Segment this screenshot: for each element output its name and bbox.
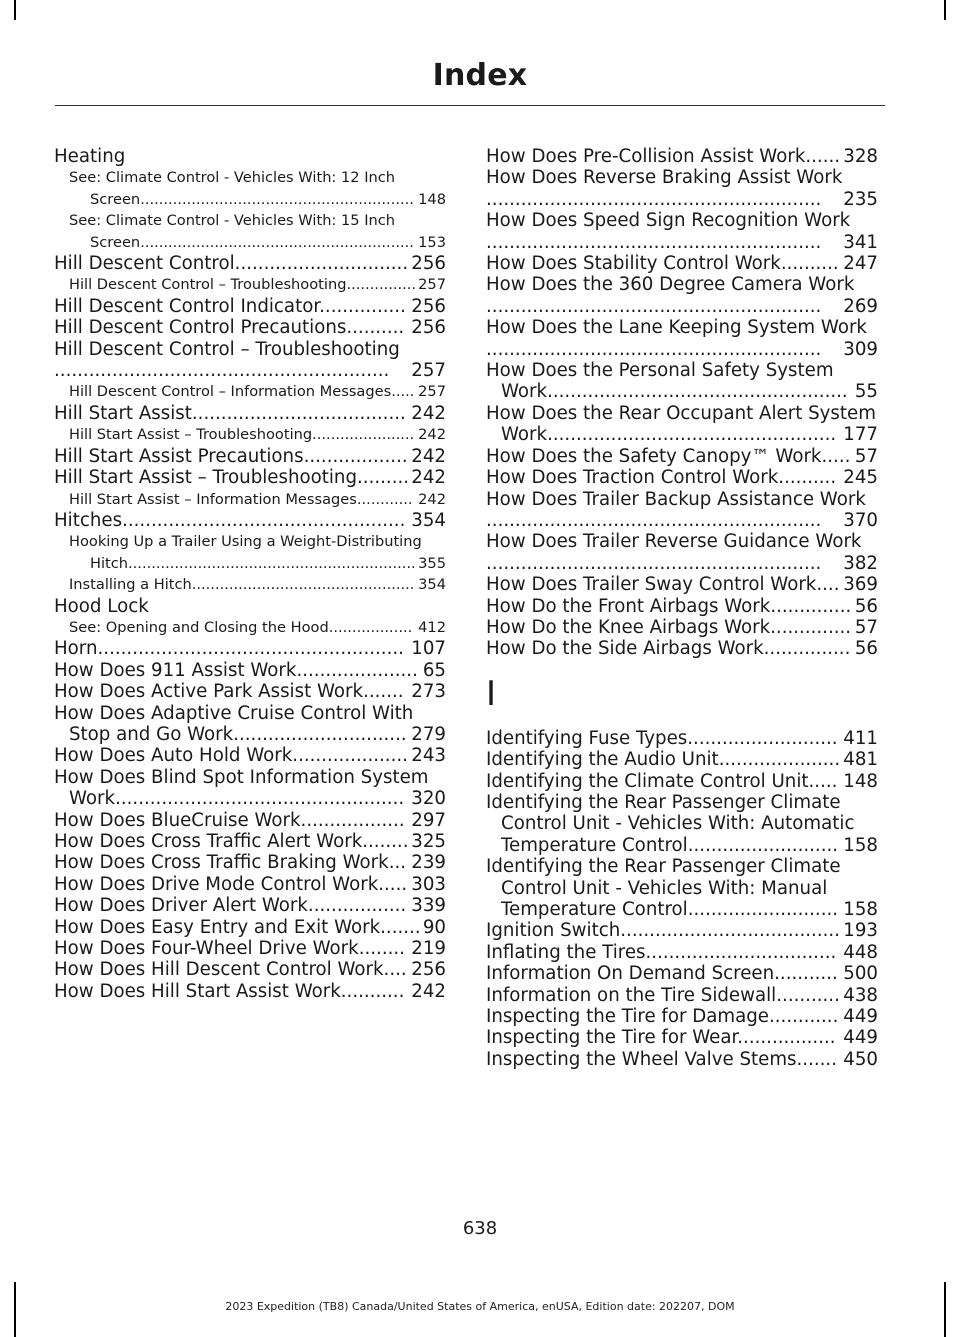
index-subentry[interactable] (54, 489, 446, 510)
dot-leader: .......... (780, 253, 839, 275)
page-ref[interactable]: 320 (411, 788, 446, 810)
entry-text: How Does Trailer Reverse Guidance Work (486, 531, 862, 553)
dot-leader: ............ (768, 1006, 839, 1028)
entry-text: Hill Descent Control (54, 253, 235, 275)
page-ref[interactable]: 90 (422, 916, 446, 938)
dot-leader: ..................................... (191, 402, 406, 424)
entry-text: How Does the Rear Occupant Alert System Work (486, 402, 876, 446)
entry-text: Ignition Switch (486, 920, 621, 942)
index-entry[interactable] (486, 317, 878, 360)
index-entry[interactable] (54, 339, 446, 382)
page-ref[interactable]: 500 (843, 963, 878, 985)
dot-leader: .......................................................... (486, 552, 822, 574)
entry-text: Hill Descent Control – Troubleshooting (69, 276, 347, 294)
page-ref[interactable]: 153 (418, 233, 446, 251)
entry-text: How Does the Safety Canopy™ Work (486, 445, 822, 467)
dot-leader: ............ (356, 490, 413, 508)
entry-text: Information On Demand Screen (486, 963, 775, 985)
page-ref[interactable]: 341 (843, 231, 878, 253)
index-entry[interactable] (54, 852, 446, 873)
dot-leader: .......................................................... (486, 509, 822, 531)
index-entry[interactable] (486, 574, 878, 595)
page-ref[interactable]: 247 (843, 253, 878, 275)
entry-text: How Does Stability Control Work (486, 253, 781, 275)
page-ref[interactable]: 256 (411, 317, 446, 339)
index-entry[interactable] (486, 728, 878, 749)
dot-leader: .......... (346, 317, 405, 339)
entry-text: Hill Descent Control Precautions (54, 317, 347, 339)
dot-leader: ....... (380, 916, 421, 938)
dot-leader: ....... (796, 1048, 837, 1070)
page-ref[interactable]: 339 (411, 895, 446, 917)
index-entry[interactable] (54, 681, 446, 702)
page-ref[interactable]: 411 (843, 727, 878, 749)
page-ref[interactable]: 256 (411, 295, 446, 317)
dot-leader: ........ (358, 938, 405, 960)
entry-text: How Does Cross Traffic Braking Work (54, 852, 389, 874)
page-ref[interactable]: 257 (418, 383, 446, 401)
page-ref[interactable]: 355 (418, 554, 446, 572)
dot-leader: ...... (805, 146, 841, 167)
dot-leader: ...................................... (620, 920, 840, 942)
document-footer: 2023 Expedition (TB8) Canada/United States of America, enUSA, Edition date: 202207, DOM (225, 1300, 735, 1313)
index-column-right (486, 146, 878, 1070)
index-entry[interactable] (54, 253, 446, 274)
page-ref[interactable]: 412 (418, 618, 446, 636)
page-ref[interactable]: 57 (854, 445, 878, 467)
index-entry[interactable] (54, 638, 446, 659)
entry-text: How Does BlueCruise Work (54, 809, 301, 831)
page-ref[interactable]: 370 (843, 509, 878, 531)
page-ref[interactable]: 354 (411, 509, 446, 531)
entry-text: How Does Speed Sign Recognition Work (486, 210, 851, 232)
dot-leader: ..................... (718, 749, 841, 771)
index-entry[interactable] (486, 617, 878, 638)
page-ref[interactable]: 354 (418, 576, 446, 594)
page-ref[interactable]: 279 (411, 723, 446, 745)
entry-text: How Do the Side Airbags Work (486, 638, 764, 660)
entry-text: Hill Start Assist – Troubleshooting (69, 426, 313, 444)
page-ref[interactable]: 448 (843, 941, 878, 963)
dot-leader: .......................................................... (486, 231, 822, 253)
dot-leader: .................. (303, 445, 408, 467)
index-subentry[interactable] (54, 381, 446, 402)
index-subentry[interactable] (54, 574, 446, 595)
entry-text: Inflating the Tires (486, 941, 646, 963)
index-entry[interactable] (486, 749, 878, 770)
page-ref[interactable]: 303 (411, 873, 446, 895)
entry-text: Hitches (54, 509, 123, 531)
index-entry[interactable] (54, 660, 446, 681)
dot-leader: .......................................................... (54, 360, 390, 382)
page-ref[interactable]: 257 (418, 276, 446, 294)
index-entry[interactable] (486, 1006, 878, 1027)
entry-text: How Does the Lane Keeping System Work (486, 317, 867, 339)
page-ref[interactable]: 481 (843, 749, 878, 771)
index-entry[interactable] (54, 874, 446, 895)
index-entry[interactable] (486, 360, 878, 403)
dot-leader: ..... (808, 770, 838, 792)
dot-leader: ..... (391, 383, 415, 401)
dot-leader: ............... (319, 295, 406, 317)
dot-leader: .... (816, 574, 840, 596)
page-ref[interactable]: 148 (418, 190, 446, 208)
index-entry[interactable] (486, 856, 878, 920)
page-ref[interactable]: 158 (843, 834, 878, 856)
page-ref[interactable]: 148 (843, 770, 878, 792)
index-entry[interactable] (54, 895, 446, 916)
dot-leader: .................................................... (547, 381, 848, 403)
entry-text: See: Opening and Closing the Hood (69, 618, 329, 636)
dot-leader: .......... (778, 467, 837, 489)
entry-text: Hill Start Assist – Troubleshooting (54, 467, 358, 489)
dot-leader: .............................. (234, 253, 409, 275)
dot-leader: ...................... (312, 426, 415, 444)
entry-text: How Does Trailer Backup Assistance Work (486, 488, 866, 510)
index-entry[interactable] (54, 981, 446, 1002)
dot-leader: ........................................................... (140, 190, 414, 208)
entry-text: Hill Descent Control Indicator (54, 295, 320, 317)
page-ref[interactable]: 257 (411, 360, 446, 382)
index-entry[interactable] (54, 959, 446, 980)
index-entry[interactable] (54, 596, 446, 617)
page-ref[interactable]: 328 (843, 146, 878, 167)
page-ref[interactable]: 56 (854, 595, 878, 617)
page-ref[interactable]: 256 (411, 959, 446, 981)
page-ref[interactable]: 309 (843, 338, 878, 360)
entry-text: Identifying the Rear Passenger Climate Control Unit - Vehicles With: Automatic Temperature Control (486, 791, 855, 856)
entry-text: How Does Four-Wheel Drive Work (54, 938, 359, 960)
entry-text: How Do the Front Airbags Work (486, 595, 771, 617)
index-entry[interactable] (486, 446, 878, 467)
index-entry[interactable] (486, 1049, 878, 1070)
index-entry[interactable] (486, 920, 878, 941)
page-ref[interactable]: 219 (411, 938, 446, 960)
entry-text: Horn (54, 638, 98, 660)
entry-text: How Does the 360 Degree Camera Work (486, 274, 855, 296)
dot-leader: ................................................. (122, 509, 406, 531)
index-entry[interactable] (54, 446, 446, 467)
entry-text: Hood Lock (54, 595, 149, 617)
entry-text: Heating (54, 146, 126, 167)
index-entry[interactable] (54, 917, 446, 938)
index-entry[interactable] (486, 467, 878, 488)
entry-text: See: Climate Control - Vehicles With: 12 Inch Screen (69, 169, 396, 208)
entry-text: How Does Adaptive Cruise Control With Stop and Go Work (54, 702, 414, 745)
page-ref[interactable]: 438 (843, 984, 878, 1006)
page-title: Index (432, 58, 528, 93)
index-entry[interactable] (486, 253, 878, 274)
page-ref[interactable]: 369 (843, 574, 878, 596)
index-entry[interactable] (486, 942, 878, 963)
letter-heading: I (486, 673, 497, 714)
index-entry[interactable] (54, 938, 446, 959)
dot-leader: ..... (378, 873, 408, 895)
index-entry[interactable] (486, 638, 878, 659)
entry-text: How Does the Personal Safety System Work (486, 360, 834, 403)
dot-leader: ..... (821, 445, 851, 467)
index-entry[interactable] (54, 317, 446, 338)
page-ref[interactable]: 193 (843, 920, 878, 942)
entry-text: Identifying the Audio Unit (486, 749, 719, 771)
index-entry[interactable] (486, 167, 878, 210)
dot-leader: .......................................................... (486, 295, 822, 317)
entry-text: Hill Start Assist Precautions (54, 445, 304, 467)
page-ref[interactable]: 242 (411, 467, 446, 489)
page-ref[interactable]: 235 (843, 188, 878, 210)
entry-text: How Do the Knee Airbags Work (486, 616, 771, 638)
entry-text: Hill Start Assist (54, 402, 192, 424)
dot-leader: .................. (300, 809, 405, 831)
dot-leader: ................................. (645, 941, 837, 963)
index-entry[interactable] (486, 274, 878, 317)
entry-text: How Does 911 Assist Work (54, 659, 297, 681)
page-ref[interactable]: 65 (422, 659, 446, 681)
entry-text: Hill Descent Control – Troubleshooting (54, 338, 400, 360)
index-entry[interactable] (486, 210, 878, 253)
entry-text: How Does Blind Spot Information System Work (54, 766, 429, 810)
entry-text: How Does Drive Mode Control Work (54, 873, 379, 895)
index-entry[interactable] (54, 831, 446, 852)
dot-leader: .......................... (687, 727, 838, 749)
index-subentry[interactable] (54, 210, 446, 253)
entry-text: How Does Traction Control Work (486, 467, 779, 489)
entry-text: How Does Trailer Sway Control Work (486, 574, 817, 596)
page-ref[interactable]: 382 (843, 552, 878, 574)
dot-leader: ........................................................... (140, 233, 414, 251)
page-ref[interactable]: 177 (843, 424, 878, 446)
page-number: 638 (462, 1218, 498, 1239)
index-subentry[interactable] (54, 424, 446, 445)
dot-leader: .......................... (687, 834, 839, 856)
dot-leader: ........... (776, 984, 840, 1006)
dot-leader: .............. (770, 595, 852, 617)
dot-leader: ..................... (296, 659, 418, 681)
dot-leader: ............... (346, 276, 417, 294)
index-subentry[interactable] (54, 531, 446, 574)
dot-leader: ......... (357, 467, 410, 489)
entry-text: How Does Reverse Braking Assist Work (486, 167, 843, 189)
dot-leader: ..................................................... (97, 638, 404, 660)
index-entry[interactable] (486, 1027, 878, 1048)
index-entry[interactable] (486, 792, 878, 856)
entry-text: How Does Easy Entry and Exit Work (54, 916, 381, 938)
entry-text: How Does Active Park Assist Work (54, 681, 364, 703)
entry-text: Hill Descent Control – Information Messages (69, 383, 392, 401)
dot-leader: ... (388, 852, 407, 874)
dot-leader: ................................................ (191, 576, 415, 594)
dot-leader: ............... (763, 638, 851, 660)
page-ref[interactable]: 242 (411, 445, 446, 467)
index-entry[interactable] (54, 296, 446, 317)
index-entry[interactable] (486, 963, 878, 984)
entry-text: Identifying the Climate Control Unit (486, 770, 809, 792)
entry-text: Inspecting the Wheel Valve Stems (486, 1048, 797, 1070)
page-ref[interactable]: 242 (411, 402, 446, 424)
header-divider (55, 105, 885, 106)
page-ref[interactable]: 449 (843, 1027, 878, 1049)
index-entry[interactable] (486, 985, 878, 1006)
page-ref[interactable]: 243 (411, 745, 446, 767)
index-entry[interactable] (54, 745, 446, 766)
dot-leader: .............................. (233, 723, 407, 745)
page-ref[interactable]: 242 (418, 490, 446, 508)
entry-text: Information on the Tire Sidewall (486, 984, 777, 1006)
page-ref[interactable]: 242 (418, 426, 446, 444)
index-entry[interactable] (54, 403, 446, 424)
index-subentry[interactable] (54, 617, 446, 638)
entry-text: Hooking Up a Trailer Using a Weight-Distributing Hitch (69, 533, 422, 572)
page-ref[interactable]: 450 (843, 1048, 878, 1070)
index-entry[interactable] (54, 810, 446, 831)
page-ref[interactable]: 325 (411, 831, 446, 852)
page-ref[interactable]: 273 (411, 681, 446, 703)
index-entry[interactable] (486, 403, 878, 446)
index-subentry[interactable] (54, 167, 446, 210)
crop-mark (944, 0, 946, 20)
crop-mark (14, 0, 16, 20)
page-ref[interactable]: 57 (854, 616, 878, 638)
index-entry[interactable] (486, 531, 878, 574)
index-entry[interactable] (486, 146, 878, 167)
entry-text: How Does Pre-Collision Assist Work (486, 146, 806, 167)
page-ref[interactable]: 239 (411, 852, 446, 874)
page-ref[interactable]: 269 (843, 295, 878, 317)
dot-leader: .............................................................. (128, 554, 416, 572)
index-entry[interactable] (54, 703, 446, 746)
page-ref[interactable]: 297 (411, 809, 446, 831)
entry-text: Identifying the Rear Passenger Climate Control Unit - Vehicles With: Manual Temperature Control (486, 856, 841, 920)
entry-text: Inspecting the Tire for Wear (486, 1027, 738, 1049)
index-entry[interactable] (54, 510, 446, 531)
page-ref[interactable]: 56 (854, 638, 878, 660)
page-ref[interactable]: 449 (843, 1006, 878, 1028)
dot-leader: .................................................. (115, 788, 405, 810)
entry-text: Identifying Fuse Types (486, 727, 688, 749)
index-subentry[interactable] (54, 274, 446, 295)
page-ref[interactable]: 158 (843, 899, 878, 920)
dot-leader: .......................................................... (486, 338, 822, 360)
dot-leader: ........... (774, 963, 838, 985)
dot-leader: .................... (292, 745, 408, 767)
entry-text: See: Climate Control - Vehicles With: 15 Inch Screen (69, 212, 396, 251)
index-entry[interactable] (486, 771, 878, 792)
index-entry[interactable] (486, 489, 878, 532)
page-ref[interactable]: 55 (854, 381, 878, 403)
dot-leader: .................................................. (547, 424, 837, 446)
dot-leader: ................. (307, 895, 407, 917)
entry-text: Installing a Hitch (69, 576, 192, 594)
entry-text: How Does Auto Hold Work (54, 745, 293, 767)
index-entry[interactable] (54, 467, 446, 488)
dot-leader: .......................................................... (486, 188, 822, 210)
page-ref[interactable]: 107 (411, 638, 446, 660)
page-ref[interactable]: 242 (411, 980, 446, 1002)
dot-leader: ................. (737, 1027, 836, 1049)
entry-text: How Does Hill Descent Control Work (54, 959, 384, 981)
entry-text: Hill Start Assist – Information Messages (69, 490, 357, 508)
index-column-left (54, 146, 446, 1002)
entry-text: How Does Cross Traffic Alert Work (54, 831, 363, 852)
dot-leader: .... (383, 959, 407, 981)
dot-leader: .................. (328, 618, 413, 636)
dot-leader: .......................... (687, 899, 839, 920)
entry-text: How Does Driver Alert Work (54, 895, 308, 917)
dot-leader: ....... (363, 681, 404, 703)
page-ref[interactable]: 256 (411, 253, 446, 275)
index-entry[interactable] (54, 146, 446, 167)
entry-text: How Does Hill Start Assist Work (54, 980, 341, 1002)
index-entry[interactable] (486, 596, 878, 617)
page-ref[interactable]: 245 (843, 467, 878, 489)
dot-leader: .............. (770, 616, 852, 638)
dot-leader: ........ (362, 831, 409, 852)
index-entry[interactable] (54, 767, 446, 810)
entry-text: Inspecting the Tire for Damage (486, 1006, 769, 1028)
dot-leader: ........... (340, 980, 405, 1002)
